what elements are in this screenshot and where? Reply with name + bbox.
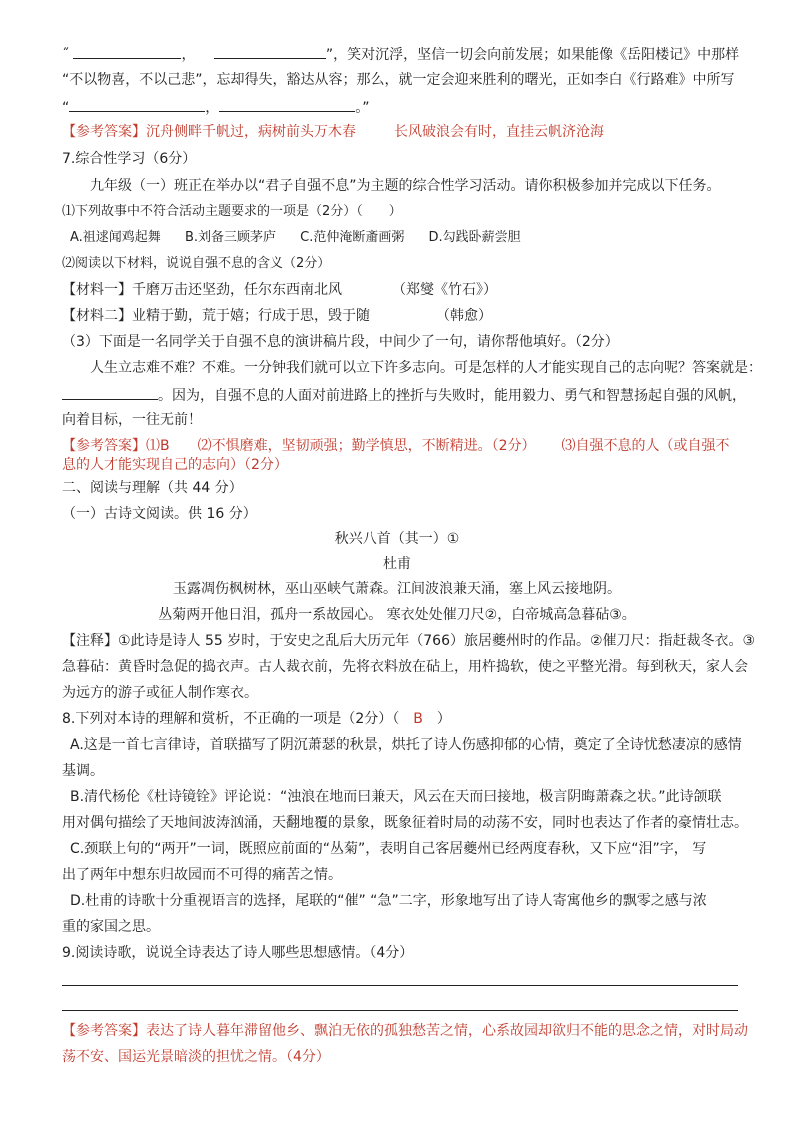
- q6-quote-mark: ˝: [62, 47, 69, 63]
- q6-line1-text: ”，笑对沉浮，坚信一切会向前发展；如果能像《岳阳楼记》中那样: [325, 47, 740, 63]
- q9-answer-line-1[interactable]: [62, 985, 738, 986]
- q7-answer-2: ⑵不惧磨难，坚韧顽强；勤学慎思，不断精进。（2分）: [197, 438, 536, 454]
- q6-blank-2[interactable]: [214, 44, 326, 59]
- poem-note-2: 急暮砧：黄昏时急促的捣衣声。古人裁衣前，先将衣料放在砧上，用杵捣软，使之平整光滑。每到秋天，家人会: [62, 659, 748, 675]
- material-2-text: 【材料二】业精于勤，荒于嬉；行成于思，毁于随: [62, 308, 370, 324]
- q7-material-2: [62, 307, 492, 325]
- q7-speech-2-text: 。因为，自强不息的人面对前进路上的挫折与失败时，能用毅力、勇气和智慧扬起自强的风帆，: [158, 388, 746, 404]
- q8-stem-text: 8.下列对本诗的理解和赏析，不正确的一项是（2分）（: [62, 711, 400, 727]
- poem-author: 杜甫: [383, 556, 411, 572]
- q8-stem-end: ）: [436, 711, 451, 727]
- q8-option-c-2: 出了两年中想东归故园而不可得的痛苦之情。: [62, 867, 342, 883]
- q7-intro: 九年级（一）班正在举办以“君子自强不息”为主题的综合性学习活动。请你积极参加并完成以下任务。: [90, 178, 721, 194]
- poem-note-1: 【注释】①此诗是诗人 55 岁时，于安史之乱后大历元年（766）旅居夔州时的作品。②催刀尺：指赶裁冬衣。③: [62, 633, 756, 649]
- q7-options: [70, 229, 521, 247]
- q7-answer-1: ⑴B: [146, 438, 170, 454]
- q8-option-c-1: C.颈联上句的“两开”一词，既照应前面的“丛菊”，表明自己客居夔州已经两度春秋，又下应“泪”字， 写: [70, 841, 707, 857]
- answer-label: 【参考答案】: [62, 438, 146, 454]
- answer-label: 【参考答案】: [62, 124, 146, 140]
- material-1-text: 【材料一】千磨万击还坚劲，任尔东西南北风: [62, 282, 342, 298]
- q6-line-2: “不以物喜，不以己悲”，忘却得失，豁达从容；那么，就一定会迎来胜利的曙光，正如李白《行路难》中所写: [62, 72, 735, 88]
- q7-option-a[interactable]: A.祖逑闻鸡起舞: [70, 230, 161, 245]
- q6-fill-line-3: [62, 97, 370, 117]
- q6-comma-2: ，: [205, 100, 220, 116]
- q8-answer: B: [413, 711, 423, 727]
- q6-answer-b: 长风破浪会有时，直挂云帆济沧海: [394, 124, 604, 140]
- q6-blank-3[interactable]: [69, 97, 205, 112]
- q7-answer-line-1: [62, 437, 730, 455]
- q6-comma: ，: [181, 47, 196, 63]
- q6-answer: [62, 123, 604, 141]
- q6-open-quote: “: [62, 100, 70, 116]
- material-2-source: （韩愈）: [436, 308, 492, 324]
- section-2-sub: （一）古诗文阅读。供 16 分）: [62, 506, 257, 522]
- q8-option-a-1: A.这是一首七言律诗，首联描写了阴沉萧瑟的秋景，烘托了诗人伤感抑郁的心情，奠定了全诗忧愁凄凉的感情: [70, 737, 742, 753]
- material-1-source: （郑燮《竹石》）: [392, 282, 497, 298]
- q8-option-a-2: 基调。: [62, 763, 104, 779]
- q8-stem: [62, 710, 451, 728]
- q6-blank-1[interactable]: [73, 44, 181, 59]
- q8-option-b-2: 用对偶句描绘了天地间波涛汹涌，天翻地覆的景象，既象征着时局的动荡不安，同时也表达了作者的豪情壮志。: [62, 815, 748, 831]
- q7-speech-blank[interactable]: [62, 385, 158, 400]
- q7-option-b[interactable]: B.刘备三顾茅庐: [184, 230, 277, 245]
- q6-answer-a: 沉舟侧畔千帆过，病树前头万木春: [146, 124, 356, 140]
- q9-answer-text-1: 表达了诗人暮年滞留他乡、飘泊无依的孤独愁苦之情，心系故园却欲归不能的思念之情，对时局动: [146, 1023, 748, 1039]
- q7-answer-3b: 息的人才能实现自己的志向）（2分）: [62, 457, 288, 473]
- q7-answer-3a: ⑶自强不息的人（或自强不: [561, 438, 730, 454]
- q6-close-quote: 。”: [355, 100, 370, 116]
- q9-answer-text-2: 荡不安、国运光景暗淡的担忧之情。（4分）: [62, 1049, 330, 1065]
- q7-speech-2: [62, 385, 746, 405]
- section-2-heading: 二、阅读与理解（共 44 分）: [62, 480, 243, 496]
- q9-stem: 9.阅读诗歌，说说全诗表达了诗人哪些思想感情。（4分）: [62, 945, 414, 961]
- answer-label: 【参考答案】: [62, 1023, 146, 1039]
- poem-note-3: 为远方的游子或征人制作寒衣。: [62, 685, 258, 701]
- q7-material-1: [62, 281, 497, 299]
- q6-blank-4[interactable]: [219, 97, 355, 112]
- q9-answer-1: [62, 1022, 748, 1040]
- q9-answer-line-2[interactable]: [62, 1010, 738, 1011]
- q8-option-d-2: 重的家国之思。: [62, 919, 160, 935]
- q7-heading: 7.综合性学习（6分）: [62, 151, 197, 167]
- q7-sub3: （3）下面是一名同学关于自强不息的演讲稿片段，中间少了一句，请你帮他填好。（2分）: [62, 334, 619, 350]
- q7-sub2: ⑵阅读以下材料，说说自强不息的含义（2分）: [62, 256, 331, 271]
- q8-option-d-1: D.杜甫的诗歌十分重视语言的选择，尾联的“催” “急”二字，形象地写出了诗人寄寓他乡的飘零之感与浓: [70, 893, 707, 909]
- q8-option-b-1: B.清代杨伦《杜诗镜铨》评论说：“浊浪在地而曰兼天，风云在天而曰接地，极言阴晦萧森之状。”此诗颌联: [70, 789, 722, 805]
- q7-option-d[interactable]: D.勾践卧薪尝胆: [428, 230, 521, 245]
- poem-line-1: 玉露凋伤枫树林，巫山巫峡气萧森。江间波浪兼天涌，塞上风云接地阴。: [173, 581, 621, 597]
- q7-option-c[interactable]: C.范仲淹断齑画粥: [300, 230, 405, 245]
- q7-answer-line-2: [62, 456, 288, 474]
- poem-line-2: 丛菊两开他日泪，孤舟一系故园心。 寒衣处处催刀尺②，白帝城高急暮砧③。: [158, 607, 636, 623]
- q9-answer-2: [62, 1048, 330, 1066]
- q7-sub1: ⑴下列故事中不符合活动主题要求的一项是（2分）（ ）: [62, 204, 402, 219]
- q7-speech-3: 向着目标，一往无前！: [62, 412, 202, 428]
- poem-title: 秋兴八首（其一）①: [334, 531, 460, 547]
- q7-speech-1: 人生立志难不难？不难。一分钟我们就可以立下许多志向。可是怎样的人才能实现自己的志向呢？答案就是：: [90, 360, 762, 376]
- q6-fill-line-1: [62, 44, 739, 64]
